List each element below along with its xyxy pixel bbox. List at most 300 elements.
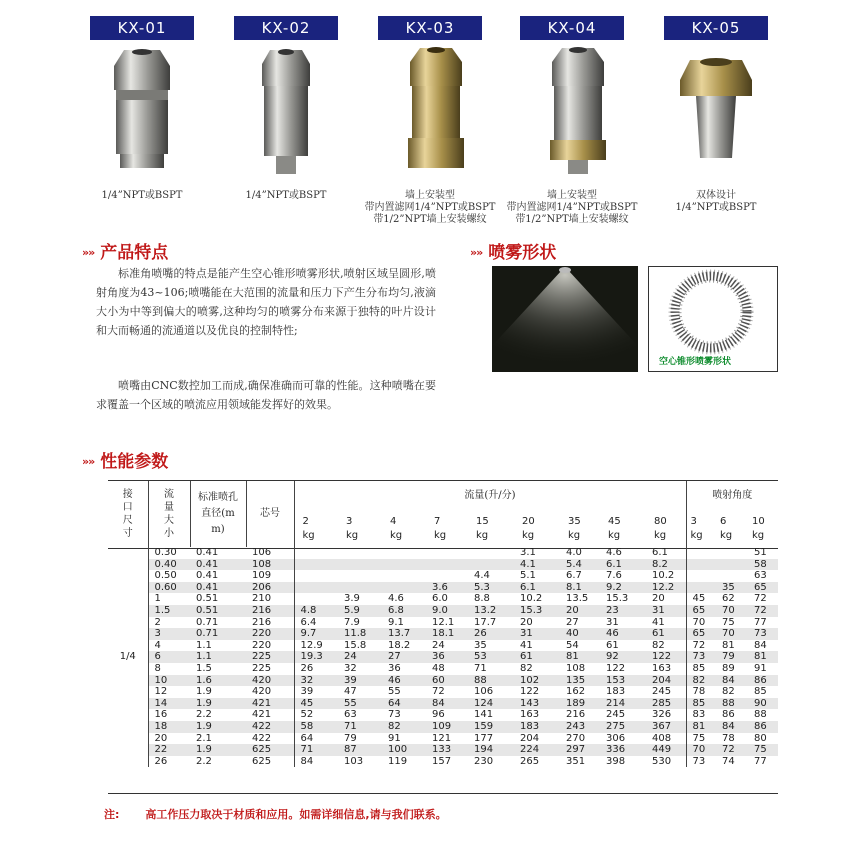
performance-title-text: 性能参数 — [100, 452, 169, 472]
table-cell: 70 — [686, 744, 716, 756]
table-cell — [716, 570, 748, 582]
table-cell: 367 — [646, 721, 686, 733]
table-cell: 265 — [520, 755, 540, 767]
table-cell: 449 — [646, 744, 686, 756]
table-cell: 189 — [560, 698, 600, 710]
table-cell: 4.4 — [474, 570, 490, 582]
table-cell: 183 — [514, 721, 560, 733]
table-cell: 12.2 — [646, 582, 686, 594]
performance-title — [82, 447, 168, 472]
flow-pressure-header — [560, 511, 600, 547]
caption-line: 1/4”NPT或BSPT — [101, 190, 183, 201]
table-cell: 10.2 — [520, 593, 543, 605]
table-row — [108, 559, 778, 571]
table-cell: 225 — [252, 662, 272, 674]
table-cell: 3 — [148, 628, 190, 640]
table-cell: 4.1 — [514, 559, 560, 571]
table-cell: 31 — [606, 616, 619, 628]
table-cell: 275 — [600, 721, 646, 733]
table-cell: 122 — [606, 662, 626, 674]
table-cell: 92 — [600, 651, 646, 663]
table-cell: 10 — [148, 675, 190, 687]
table-row — [108, 663, 778, 675]
table-cell: 35 — [474, 639, 487, 651]
table-cell: 530 — [652, 755, 672, 767]
nozzle-kx05-image — [676, 46, 756, 176]
col-flow-size — [148, 481, 190, 547]
table-cell: 70 — [716, 628, 748, 640]
table-cell: 121 — [432, 732, 452, 744]
table-cell: 24 — [432, 639, 445, 651]
spray-title — [470, 238, 556, 263]
table-cell: 18 — [148, 721, 190, 733]
table-cell: 220 — [252, 639, 272, 651]
table-row — [108, 698, 778, 710]
table-cell — [426, 547, 468, 559]
table-cell: 285 — [646, 698, 686, 710]
table-cell: 88 — [754, 709, 767, 721]
table-cell: 61 — [514, 651, 560, 663]
table-cell: 82 — [722, 686, 735, 698]
table-cell: 6.8 — [382, 605, 426, 617]
table-cell: 15.3 — [514, 605, 560, 617]
table-cell — [686, 570, 716, 582]
table-cell: 79 — [716, 651, 748, 663]
table-cell: 70 — [686, 617, 716, 629]
features-paragraph-2: 喷嘴由CNC数控加工而成,确保准确而可靠的性能。这种喷嘴在要求覆盖一个区域的喷流应用领域能发挥好的效果。 — [96, 379, 436, 411]
table-cell: 13.7 — [382, 628, 426, 640]
table-cell: 72 — [432, 686, 445, 698]
table-cell: 32 — [344, 662, 357, 674]
table-cell: 31 — [514, 628, 560, 640]
table-cell — [338, 570, 382, 582]
table-cell: 1 — [148, 593, 190, 605]
table-cell: 51 — [754, 547, 767, 558]
table-cell: 23 — [600, 605, 646, 617]
table-cell: 420 — [246, 675, 294, 687]
table-cell: 351 — [566, 755, 586, 767]
table-cell: 65 — [686, 628, 716, 640]
table-cell: 3.9 — [344, 593, 360, 605]
table-cell: 162 — [566, 686, 586, 698]
flow-pressure-header — [646, 511, 686, 547]
table-cell — [294, 570, 338, 582]
table-cell: 1.5 — [148, 605, 190, 617]
table-cell: 210 — [252, 593, 272, 605]
table-cell: 224 — [514, 744, 560, 756]
table-cell: 64 — [382, 698, 426, 710]
table-cell: 6 — [148, 651, 190, 663]
table-cell: 63 — [344, 709, 357, 721]
table-cell: 163 — [652, 662, 672, 674]
nozzle-kx03-image — [396, 46, 476, 176]
table-row — [108, 686, 778, 698]
table-cell: 26 — [294, 663, 338, 675]
table-cell: 216 — [566, 709, 586, 721]
table-cell: 625 — [252, 755, 272, 767]
table-cell: 73 — [686, 651, 716, 663]
flow-pressure-text: 7 kg — [434, 516, 447, 541]
table-cell: 3.1 — [520, 547, 536, 558]
table-cell: 13.5 — [566, 593, 589, 605]
table-cell: 2 — [148, 617, 190, 629]
table-cell: 220 — [246, 628, 294, 640]
flow-pressure-header — [514, 511, 560, 547]
table-cell: 5.1 — [520, 570, 536, 582]
table-cell: 31 — [646, 605, 686, 617]
table-cell: 421 — [252, 709, 272, 721]
table-cell: 39 — [338, 675, 382, 687]
table-cell: 8.1 — [560, 582, 600, 594]
table-cell: 87 — [338, 744, 382, 756]
flow-pressure-header — [426, 511, 468, 547]
chevrons-icon: »» — [82, 246, 95, 259]
table-cell: 10.2 — [652, 570, 675, 582]
table-cell: 40 — [560, 628, 600, 640]
table-cell: 230 — [474, 755, 494, 767]
table-cell: 96 — [432, 709, 445, 721]
col-connection — [108, 481, 148, 547]
table-cell: 72 — [748, 605, 778, 617]
table-cell — [338, 547, 382, 559]
table-cell: 0.51 — [190, 605, 246, 617]
table-cell: 58 — [748, 559, 778, 571]
table-cell: 61 — [646, 628, 686, 640]
flow-pressure-text: 15 kg — [476, 516, 489, 541]
table-cell — [468, 559, 514, 571]
table-cell: 46 — [382, 675, 426, 687]
caption-kx02 — [211, 190, 361, 202]
flow-pressure-header — [600, 511, 646, 547]
table-cell: 82 — [652, 639, 665, 651]
table-cell: 55 — [338, 698, 382, 710]
table-cell: 0.71 — [190, 628, 246, 640]
table-cell: 398 — [606, 755, 626, 767]
note-text: 高工作压力取决于材质和应用。如需详细信息,请与我们联系。 — [145, 808, 447, 821]
table-row — [108, 628, 778, 640]
table-cell — [382, 547, 426, 559]
table-cell: 0.51 — [196, 593, 219, 605]
table-cell: 13.2 — [468, 605, 514, 617]
table-row — [108, 733, 778, 745]
table-cell: 1.9 — [190, 698, 246, 710]
table-cell: 79 — [344, 732, 357, 744]
table-cell: 6.0 — [432, 593, 448, 605]
table-cell: 204 — [520, 732, 540, 744]
table-cell: 0.50 — [148, 570, 190, 582]
angle-pressure-header — [748, 511, 778, 547]
table-cell: 6.4 — [294, 617, 338, 629]
table-row — [108, 709, 778, 721]
table-cell — [338, 582, 382, 594]
table-cell: 36 — [388, 662, 401, 674]
table-cell: 336 — [600, 744, 646, 756]
table-cell: 74 — [722, 755, 735, 767]
table-cell — [382, 582, 426, 594]
table-cell: 108 — [246, 559, 294, 571]
col-flow-group: 流量(升/分) — [294, 481, 686, 511]
table-row — [108, 721, 778, 733]
table-cell: 53 — [468, 651, 514, 663]
table-cell: 141 — [474, 709, 494, 721]
model-tab-kx01: KX-01 — [90, 16, 194, 40]
table-cell: 0.41 — [196, 547, 219, 558]
table-cell: 84 — [754, 639, 767, 651]
table-cell: 73 — [748, 628, 778, 640]
table-cell: 122 — [646, 651, 686, 663]
flow-pressure-text: 45 kg — [608, 516, 621, 541]
flow-pressure-text: 4 kg — [390, 516, 403, 541]
table-cell: 326 — [652, 709, 672, 721]
table-cell: 270 — [566, 732, 586, 744]
table-cell: 39 — [294, 686, 338, 698]
table-cell: 22 — [148, 744, 190, 756]
table-cell — [294, 559, 338, 571]
table-cell: 26 — [148, 756, 190, 768]
flow-pressure-header — [468, 511, 514, 547]
performance-table-body — [108, 547, 778, 767]
table-cell: 216 — [246, 605, 294, 617]
table-cell: 8 — [148, 663, 190, 675]
table-cell: 8.2 — [646, 559, 686, 571]
table-row — [108, 756, 778, 768]
caption-line: 带1/2”NPT墙上安装螺纹 — [373, 214, 487, 225]
table-cell: 15.8 — [344, 639, 367, 651]
table-row — [108, 593, 778, 605]
table-cell: 35 — [716, 582, 748, 594]
table-cell: 20 — [652, 593, 665, 605]
table-cell: 73 — [388, 709, 401, 721]
caption-kx05 — [641, 190, 791, 214]
table-cell: 4 — [148, 640, 190, 652]
table-cell: 204 — [646, 675, 686, 687]
caption-kx01 — [67, 190, 217, 202]
table-cell: 422 — [246, 721, 294, 733]
spray-cone-photo — [492, 266, 638, 372]
table-bottom-rule — [108, 793, 778, 794]
table-cell — [468, 547, 514, 559]
table-row — [108, 547, 778, 559]
table-cell: 32 — [294, 675, 338, 687]
table-cell: 1.9 — [190, 744, 246, 756]
table-cell: 103 — [344, 755, 364, 767]
table-cell: 75 — [748, 744, 778, 756]
table-cell: 55 — [388, 686, 401, 698]
table-cell: 47 — [344, 686, 357, 698]
table-cell: 12.9 — [294, 640, 338, 652]
table-cell: 65 — [748, 582, 778, 594]
table-cell: 71 — [294, 744, 338, 756]
table-cell: 27 — [382, 651, 426, 663]
table-cell: 135 — [560, 675, 600, 687]
table-cell: 41 — [652, 616, 665, 628]
table-cell: 41 — [520, 639, 533, 651]
spray-cone-graphic — [492, 266, 638, 372]
table-cell: 84 — [716, 675, 748, 687]
table-cell: 183 — [606, 686, 626, 698]
chevrons-icon: »» — [470, 246, 483, 259]
table-cell: 4.6 — [388, 593, 404, 605]
table-cell: 81 — [686, 721, 716, 733]
table-cell: 27 — [566, 616, 579, 628]
table-cell: 91 — [388, 732, 401, 744]
angle-pressure-header — [686, 511, 716, 547]
table-cell: 52 — [294, 709, 338, 721]
table-cell — [426, 570, 468, 582]
col-connection-text: 接口尺寸 — [122, 489, 133, 539]
table-cell: 214 — [600, 698, 646, 710]
hollow-cone-pattern — [648, 266, 778, 372]
table-row — [108, 744, 778, 756]
table-cell: 6.1 — [600, 559, 646, 571]
table-cell — [686, 582, 716, 594]
table-cell: 89 — [722, 662, 735, 674]
table-cell — [686, 547, 716, 559]
table-cell: 0.30 — [148, 547, 190, 559]
table-cell: 46 — [600, 628, 646, 640]
table-cell: 100 — [382, 744, 426, 756]
table-cell: 12.1 — [432, 616, 455, 628]
table-cell: 75 — [686, 733, 716, 745]
table-cell: 81 — [722, 639, 735, 651]
table-cell: 8.8 — [474, 593, 490, 605]
table-cell: 64 — [294, 733, 338, 745]
note-label: 注: — [104, 808, 120, 821]
table-row — [108, 651, 778, 663]
table-cell: 72 — [716, 744, 748, 756]
flow-pressure-header — [382, 511, 426, 547]
table-cell: 61 — [606, 639, 619, 651]
caption-line: 带内置滤网1/4”NPT或BSPT — [506, 202, 638, 213]
table-cell: 0.41 — [196, 570, 219, 582]
model-tab-kx02: KX-02 — [234, 16, 338, 40]
table-cell: 6.1 — [652, 547, 668, 558]
table-cell: 1.9 — [196, 686, 212, 698]
caption-line: 墙上安装型 — [547, 190, 597, 201]
table-cell: 9.7 — [294, 628, 338, 640]
table-cell: 45 — [686, 593, 716, 605]
caption-kx03 — [355, 190, 505, 226]
flow-pressure-header — [294, 511, 338, 547]
flow-pressure-text: 20 kg — [522, 516, 535, 541]
model-tab-kx03: KX-03 — [378, 16, 482, 40]
table-cell: 71 — [474, 662, 487, 674]
table-cell: 88 — [716, 698, 748, 710]
table-cell: 84 — [716, 721, 748, 733]
table-cell: 1.5 — [196, 662, 212, 674]
table-cell: 12 — [148, 686, 190, 698]
nozzle-kx04-image — [538, 46, 618, 176]
table-cell: 81 — [560, 651, 600, 663]
table-cell: 17.7 — [474, 616, 497, 628]
table-cell: 109 — [252, 570, 272, 582]
table-cell: 82 — [382, 721, 426, 733]
table-cell: 20 — [148, 733, 190, 745]
nozzle-kx02-image — [246, 46, 326, 176]
table-row — [108, 675, 778, 687]
table-cell: 122 — [520, 686, 540, 698]
caption-line: 带1/2”NPT墙上安装螺纹 — [515, 214, 629, 225]
table-cell: 9.1 — [388, 616, 404, 628]
table-cell: 48 — [432, 662, 445, 674]
table-cell: 88 — [468, 675, 514, 687]
table-cell: 1.6 — [190, 675, 246, 687]
table-row — [108, 582, 778, 594]
table-cell: 9.0 — [426, 605, 468, 617]
table-cell: 243 — [560, 721, 600, 733]
table-cell: 82 — [520, 662, 533, 674]
table-cell: 19.3 — [294, 651, 338, 663]
chevrons-icon: »» — [82, 455, 95, 468]
table-cell: 153 — [600, 675, 646, 687]
table-cell: 84 — [294, 756, 338, 768]
table-cell: 20 — [560, 605, 600, 617]
table-cell: 177 — [474, 732, 494, 744]
table-cell: 65 — [686, 605, 716, 617]
table-cell: 6.1 — [514, 582, 560, 594]
table-cell: 85 — [686, 698, 716, 710]
table-cell: 7.6 — [606, 570, 622, 582]
table-cell: 0.71 — [196, 616, 219, 628]
table-cell: 206 — [246, 582, 294, 594]
table-cell: 2.2 — [196, 755, 212, 767]
table-cell: 4.6 — [606, 547, 622, 558]
caption-line: 带内置滤网1/4”NPT或BSPT — [364, 202, 496, 213]
table-cell: 306 — [606, 732, 626, 744]
table-cell: 0.40 — [148, 559, 190, 571]
table-cell — [338, 559, 382, 571]
table-cell: 0.41 — [190, 559, 246, 571]
table-cell: 18.1 — [426, 628, 468, 640]
table-cell: 18.2 — [388, 639, 411, 651]
model-tab-kx04: KX-04 — [520, 16, 624, 40]
table-cell: 216 — [252, 616, 272, 628]
angle-pressure-text: 6 kg — [720, 516, 733, 541]
col-orifice-text: 标准喷孔直径(mm) — [198, 492, 238, 535]
table-cell: 245 — [606, 709, 626, 721]
table-cell: 408 — [652, 732, 672, 744]
table-cell: 78 — [686, 686, 716, 698]
table-cell: 85 — [754, 686, 767, 698]
table-cell: 86 — [748, 675, 778, 687]
table-cell: 86 — [748, 721, 778, 733]
table-cell: 84 — [426, 698, 468, 710]
col-angle-group: 喷射角度 — [686, 481, 778, 511]
caption-line: 1/4”NPT或BSPT — [675, 202, 757, 213]
table-cell: 133 — [426, 744, 468, 756]
table-row — [108, 605, 778, 617]
table-cell: 159 — [468, 721, 514, 733]
hollow-cone-ring — [649, 267, 777, 357]
table-cell: 157 — [432, 755, 452, 767]
table-row — [108, 570, 778, 582]
table-cell — [294, 547, 338, 559]
table-cell: 297 — [560, 744, 600, 756]
table-cell: 86 — [722, 709, 735, 721]
connection-size-cell: 1/4 — [119, 651, 136, 663]
table-cell — [294, 582, 338, 594]
col-flow-size-text: 流量大小 — [164, 489, 174, 539]
table-cell: 625 — [246, 744, 294, 756]
table-cell: 2.2 — [196, 709, 212, 721]
table-cell: 2.1 — [196, 732, 212, 744]
table-cell: 194 — [468, 744, 514, 756]
table-cell: 20 — [520, 616, 533, 628]
table-cell: 90 — [748, 698, 778, 710]
table-cell: 54 — [566, 639, 579, 651]
table-cell: 80 — [754, 732, 767, 744]
table-cell: 124 — [468, 698, 514, 710]
